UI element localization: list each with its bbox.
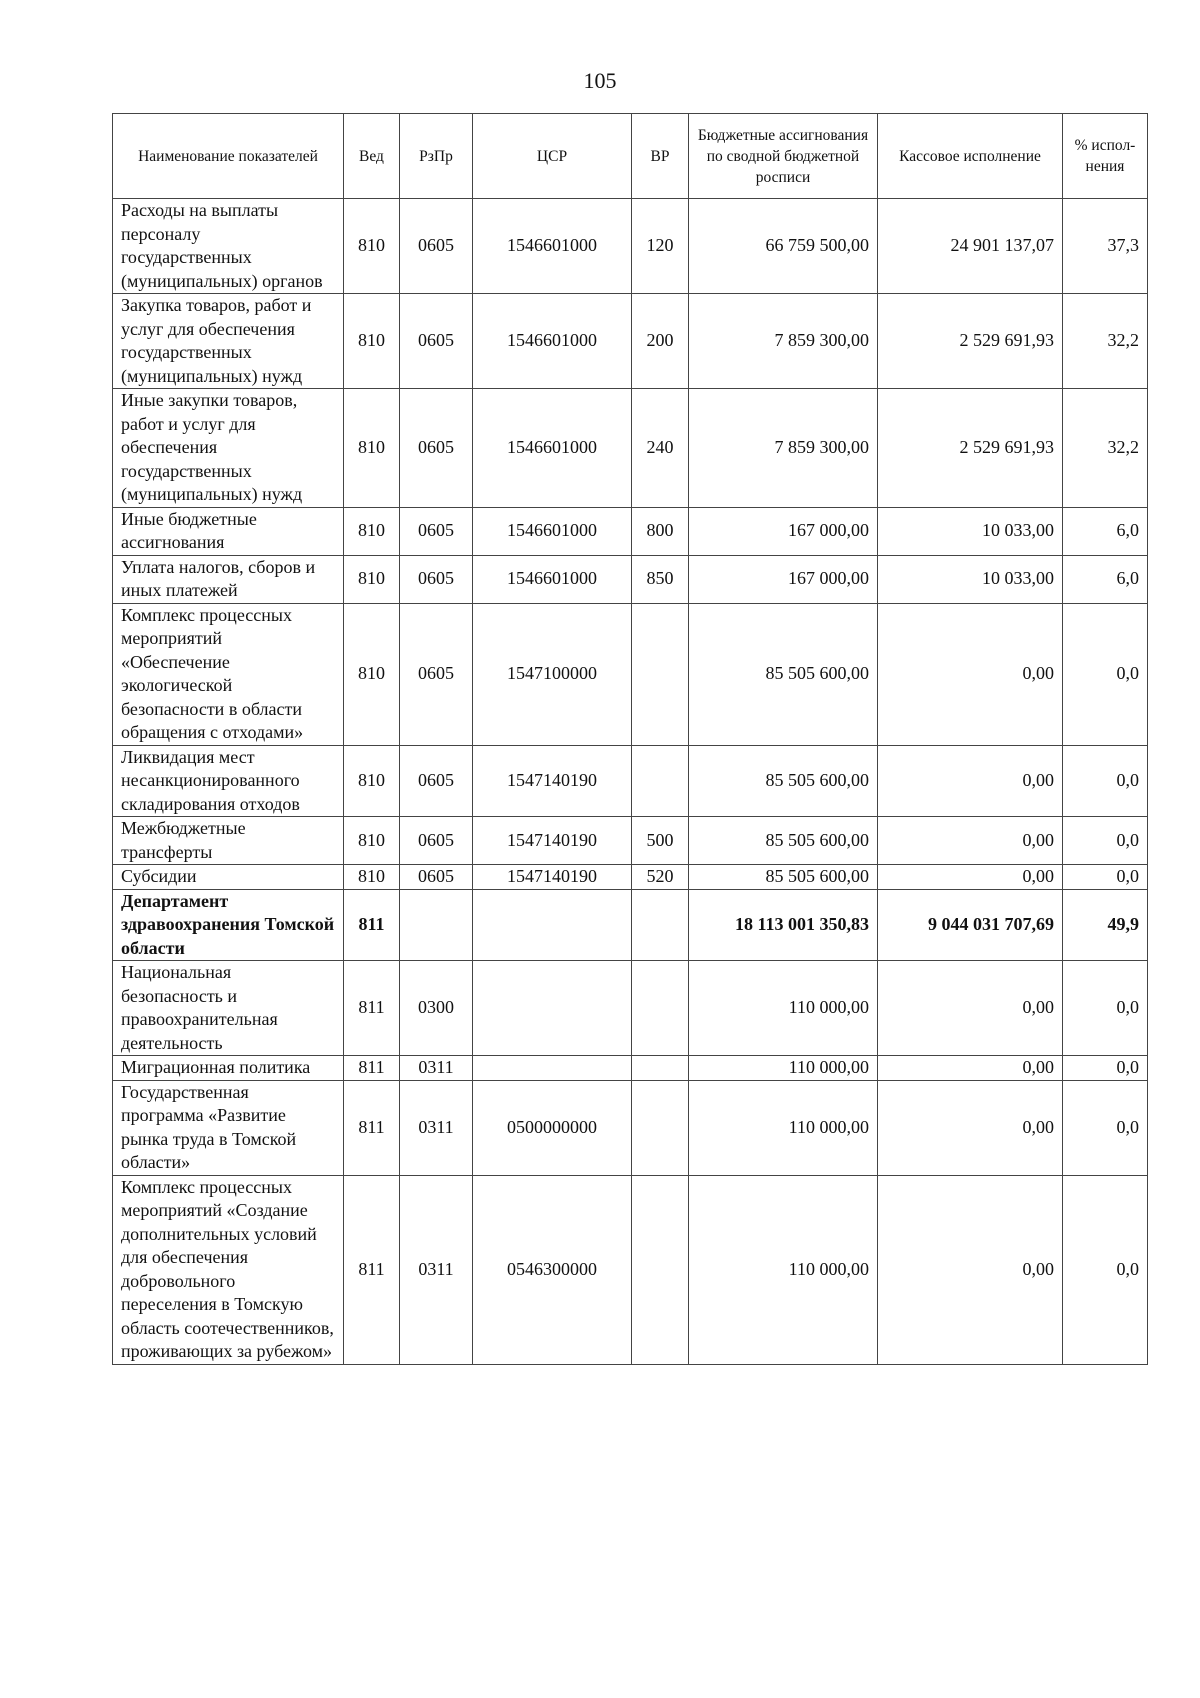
row-budget: 7 859 300,00 [689, 389, 878, 508]
row-name: Иные закупки товаров, работ и услуг для обеспечения государственных (муниципальных) нужд [113, 389, 344, 508]
row-budget: 110 000,00 [689, 961, 878, 1056]
header-ved: Вед [344, 114, 400, 199]
row-pct: 0,0 [1063, 1080, 1148, 1175]
row-ved: 811 [344, 1080, 400, 1175]
row-vr: 120 [632, 199, 689, 294]
row-budget: 85 505 600,00 [689, 603, 878, 745]
table-row [113, 1080, 1148, 1175]
row-budget: 85 505 600,00 [689, 865, 878, 890]
table-row [113, 817, 1148, 865]
row-pct: 6,0 [1063, 555, 1148, 603]
row-vr [632, 1080, 689, 1175]
row-csr [473, 1056, 632, 1081]
row-ved: 810 [344, 817, 400, 865]
row-rzpr: 0311 [400, 1175, 473, 1364]
row-ved: 811 [344, 889, 400, 961]
row-vr: 500 [632, 817, 689, 865]
row-cash: 0,00 [878, 603, 1063, 745]
row-name: Субсидии [113, 865, 344, 890]
row-cash: 0,00 [878, 817, 1063, 865]
table-row [113, 961, 1148, 1056]
row-vr: 850 [632, 555, 689, 603]
header-vr: ВР [632, 114, 689, 199]
header-name: Наименование показателей [113, 114, 344, 199]
row-csr: 1547140190 [473, 817, 632, 865]
table-row [113, 507, 1148, 555]
row-pct: 32,2 [1063, 294, 1148, 389]
row-rzpr [400, 889, 473, 961]
row-name: Комплекс процессных мероприятий «Обеспечение экологической безопасности в области обращения с отходами» [113, 603, 344, 745]
row-budget: 167 000,00 [689, 507, 878, 555]
row-ved: 811 [344, 1056, 400, 1081]
row-pct: 0,0 [1063, 745, 1148, 817]
table-row [113, 1175, 1148, 1364]
row-csr: 1546601000 [473, 389, 632, 508]
row-pct: 0,0 [1063, 1056, 1148, 1081]
row-budget: 85 505 600,00 [689, 745, 878, 817]
row-rzpr: 0311 [400, 1080, 473, 1175]
header-cash: Кассовое исполнение [878, 114, 1063, 199]
row-rzpr: 0311 [400, 1056, 473, 1081]
table-row [113, 199, 1148, 294]
row-ved: 810 [344, 199, 400, 294]
row-pct: 0,0 [1063, 961, 1148, 1056]
row-cash: 0,00 [878, 1175, 1063, 1364]
row-vr [632, 745, 689, 817]
row-vr [632, 961, 689, 1056]
row-cash: 9 044 031 707,69 [878, 889, 1063, 961]
row-csr [473, 889, 632, 961]
row-cash: 0,00 [878, 1056, 1063, 1081]
row-vr: 800 [632, 507, 689, 555]
row-csr: 0546300000 [473, 1175, 632, 1364]
table-row [113, 389, 1148, 508]
row-budget: 7 859 300,00 [689, 294, 878, 389]
row-cash: 10 033,00 [878, 507, 1063, 555]
row-name: Расходы на выплаты персоналу государственных (муниципальных) органов [113, 199, 344, 294]
table-row [113, 555, 1148, 603]
row-ved: 810 [344, 389, 400, 508]
header-pct: % испол-нения [1063, 114, 1148, 199]
row-name: Миграционная политика [113, 1056, 344, 1081]
row-rzpr: 0605 [400, 389, 473, 508]
row-csr: 1546601000 [473, 294, 632, 389]
row-rzpr: 0300 [400, 961, 473, 1056]
header-budget: Бюджетные ассигнования по сводной бюджетной росписи [689, 114, 878, 199]
row-csr: 1547140190 [473, 865, 632, 890]
header-row [113, 114, 1148, 199]
row-cash: 2 529 691,93 [878, 294, 1063, 389]
row-pct: 49,9 [1063, 889, 1148, 961]
row-rzpr: 0605 [400, 865, 473, 890]
table-row [113, 1056, 1148, 1081]
row-cash: 24 901 137,07 [878, 199, 1063, 294]
row-name: Закупка товаров, работ и услуг для обеспечения государственных (муниципальных) нужд [113, 294, 344, 389]
row-cash: 0,00 [878, 961, 1063, 1056]
row-vr [632, 889, 689, 961]
row-ved: 810 [344, 865, 400, 890]
row-budget: 110 000,00 [689, 1056, 878, 1081]
row-vr: 240 [632, 389, 689, 508]
row-cash: 2 529 691,93 [878, 389, 1063, 508]
row-csr: 1546601000 [473, 199, 632, 294]
row-cash: 0,00 [878, 865, 1063, 890]
row-vr [632, 1056, 689, 1081]
row-pct: 0,0 [1063, 817, 1148, 865]
row-pct: 0,0 [1063, 865, 1148, 890]
page-number: 105 [583, 68, 617, 93]
row-budget: 167 000,00 [689, 555, 878, 603]
row-csr: 1546601000 [473, 507, 632, 555]
budget-table [112, 113, 1148, 1365]
row-name: Межбюджетные трансферты [113, 817, 344, 865]
table-row [113, 294, 1148, 389]
row-pct: 37,3 [1063, 199, 1148, 294]
row-pct: 0,0 [1063, 603, 1148, 745]
table-row [113, 745, 1148, 817]
row-ved: 810 [344, 745, 400, 817]
row-vr [632, 1175, 689, 1364]
table-row [113, 865, 1148, 890]
row-vr [632, 603, 689, 745]
row-rzpr: 0605 [400, 745, 473, 817]
row-cash: 0,00 [878, 745, 1063, 817]
row-rzpr: 0605 [400, 603, 473, 745]
row-rzpr: 0605 [400, 507, 473, 555]
row-name: Департамент здравоохранения Томской области [113, 889, 344, 961]
row-cash: 10 033,00 [878, 555, 1063, 603]
row-vr: 200 [632, 294, 689, 389]
row-rzpr: 0605 [400, 555, 473, 603]
row-ved: 811 [344, 1175, 400, 1364]
row-budget: 66 759 500,00 [689, 199, 878, 294]
table-row [113, 603, 1148, 745]
row-csr: 1547140190 [473, 745, 632, 817]
row-vr: 520 [632, 865, 689, 890]
row-pct: 6,0 [1063, 507, 1148, 555]
row-name: Национальная безопасность и правоохранительная деятельность [113, 961, 344, 1056]
header-csr: ЦСР [473, 114, 632, 199]
row-budget: 85 505 600,00 [689, 817, 878, 865]
row-pct: 0,0 [1063, 1175, 1148, 1364]
row-csr: 0500000000 [473, 1080, 632, 1175]
row-csr: 1546601000 [473, 555, 632, 603]
row-budget: 110 000,00 [689, 1080, 878, 1175]
row-ved: 810 [344, 507, 400, 555]
row-rzpr: 0605 [400, 199, 473, 294]
row-budget: 18 113 001 350,83 [689, 889, 878, 961]
table-row-department [113, 889, 1148, 961]
row-name: Государственная программа «Развитие рынка труда в Томской области» [113, 1080, 344, 1175]
row-name: Уплата налогов, сборов и иных платежей [113, 555, 344, 603]
row-pct: 32,2 [1063, 389, 1148, 508]
row-ved: 810 [344, 555, 400, 603]
row-ved: 810 [344, 603, 400, 745]
row-csr [473, 961, 632, 1056]
row-ved: 810 [344, 294, 400, 389]
row-name: Комплекс процессных мероприятий «Создание дополнительных условий для обеспечения добровольного переселения в Томскую область соотечественников, проживающих за рубежом» [113, 1175, 344, 1364]
row-rzpr: 0605 [400, 817, 473, 865]
row-name: Иные бюджетные ассигнования [113, 507, 344, 555]
row-csr: 1547100000 [473, 603, 632, 745]
row-budget: 110 000,00 [689, 1175, 878, 1364]
header-rzpr: РзПр [400, 114, 473, 199]
row-cash: 0,00 [878, 1080, 1063, 1175]
row-name: Ликвидация мест несанкционированного складирования отходов [113, 745, 344, 817]
row-ved: 811 [344, 961, 400, 1056]
row-rzpr: 0605 [400, 294, 473, 389]
